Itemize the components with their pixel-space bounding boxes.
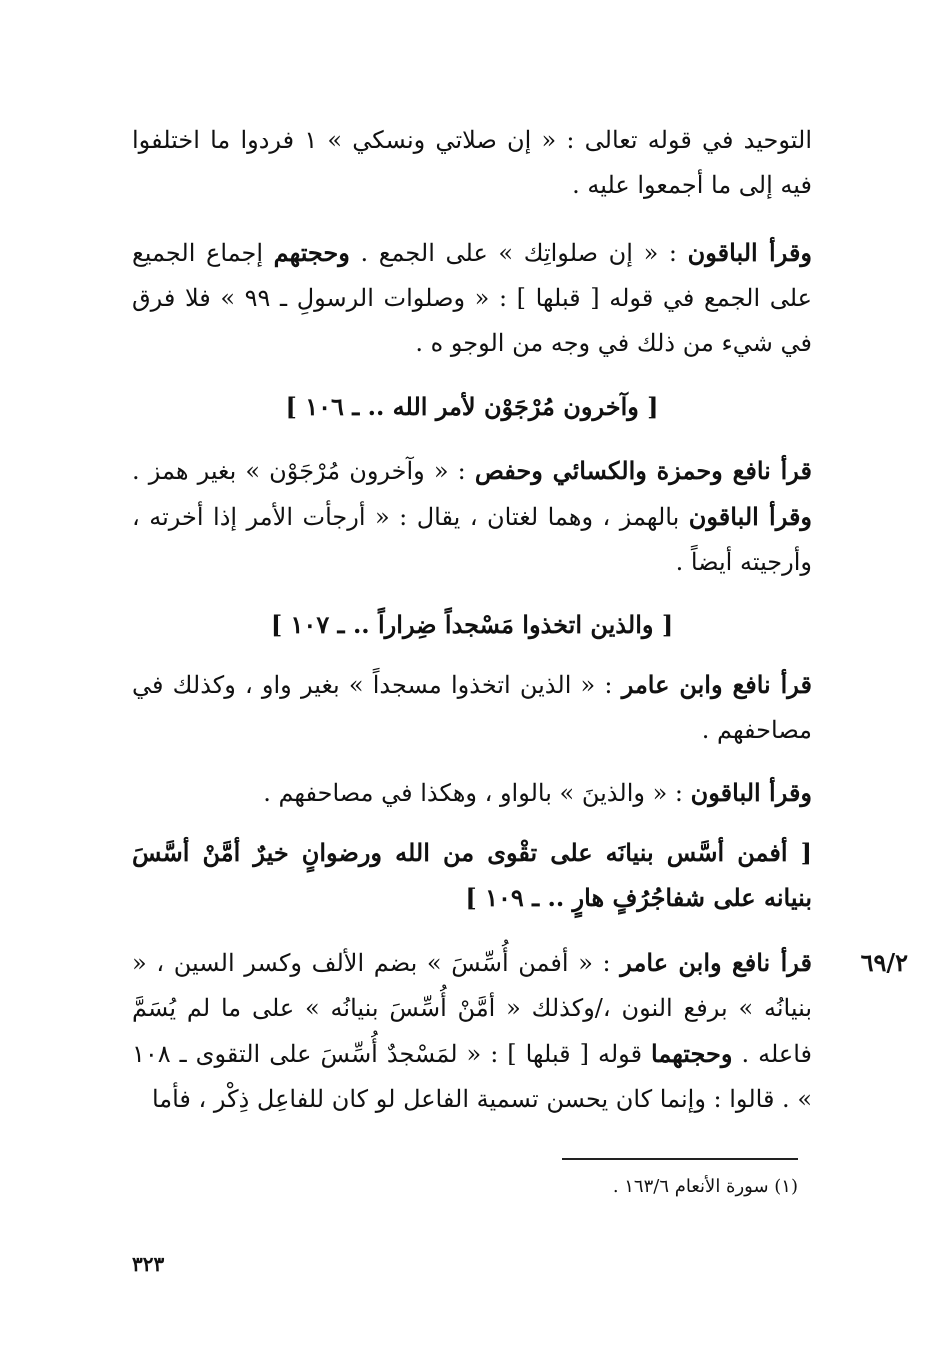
verse-heading-109: [ أفمن أسَّس بنيانَه على تقْوى من الله ورضوانٍ خيرٌ أمَّنْ أسَّسَ بنيانه على شفاجُرُفٍ هارٍ .. ـ ١٠٩ ] — [132, 838, 812, 912]
footnote: (١) سورة الأنعام ١٦٣/٦ . — [612, 1176, 798, 1197]
paragraph-ittakhadhu — [132, 662, 812, 753]
verse-heading-106: [ وآخرون مُرْجَوْن لأمر الله .. ـ ١٠٦ ] — [285, 392, 659, 421]
verse-heading-107: [ والذين اتخذوا مَسْجداً ضِراراً .. ـ ١٠٧ ] — [270, 610, 674, 639]
paragraph-text: إجماع الجميع على الجمع في قوله [ قبلها ] : « وصلوات الرسولِ ـ ٩٩ » فلا فرق في شيء من ذلك في وجه من الوجو ه . — [132, 239, 812, 357]
argument-label: وحجتهما — [651, 1039, 733, 1068]
paragraph-text: : « والذينَ » بالواو ، وهكذا في مصاحفهم . — [263, 779, 691, 807]
paragraph-text: قوله [ قبلها ] : « لمَسْجدٌ أُسِّسَ على التقوى ـ ١٠٨ » . قالوا : وإنما كان يحسن تسمية الفاعل لو كان للفاعِل ذِكْر ، فأما — [132, 1040, 812, 1113]
paragraph-text: : « أفمن أُسِّسَ » بضم الألف وكسر السين ، « بنيانُه » برفع النون ،/وكذلك « أمَّنْ أُسِّسَ بنيانُه » على ما لم يُسَمَّ فاعله . — [132, 949, 812, 1068]
paragraph-ussisa — [132, 940, 812, 1122]
page-number: ٣٢٣ — [132, 1252, 165, 1276]
footnote-divider — [562, 1158, 798, 1160]
paragraph-baqun-salawat — [132, 230, 812, 366]
paragraph-text: بالهمز ، وهما لغتان ، يقال : « أرجأت الأمر إذا أخرته ، وأرجيته أيضاً . — [132, 503, 812, 576]
reader-name: وقرأ الباقون — [687, 238, 813, 267]
paragraph-text: التوحيد في قوله تعالى : « إن صلاتي ونسكي » ١ فردوا ما اختلفوا فيه إلى ما أجمعوا عليه . — [132, 126, 812, 199]
reader-name: وقرأ الباقون — [688, 502, 813, 531]
paragraph-text: : « إن صلواتِك » على الجمع . — [349, 239, 688, 267]
paragraph-text: : « الذين اتخذوا مسجداً » بغير واو ، وكذلك في مصاحفهم . — [132, 671, 812, 744]
margin-reference: ٦٩/٢ — [860, 948, 908, 977]
paragraph-walladhina — [132, 770, 812, 816]
paragraph-murjawn — [132, 448, 812, 585]
argument-label: وحجتهم — [273, 238, 350, 267]
reader-name: قرأ نافع وابن عامر — [621, 670, 812, 699]
paragraph-text: : « وآخرون مُرْجَوْن » بغير همز . — [132, 457, 475, 485]
reader-name: قرأ نافع وحمزة والكسائي وحفص — [474, 456, 813, 485]
reader-name: وقرأ الباقون — [690, 778, 812, 807]
paragraph-tawhid — [132, 118, 812, 208]
reader-name: قرأ نافع وابن عامر — [620, 948, 812, 977]
